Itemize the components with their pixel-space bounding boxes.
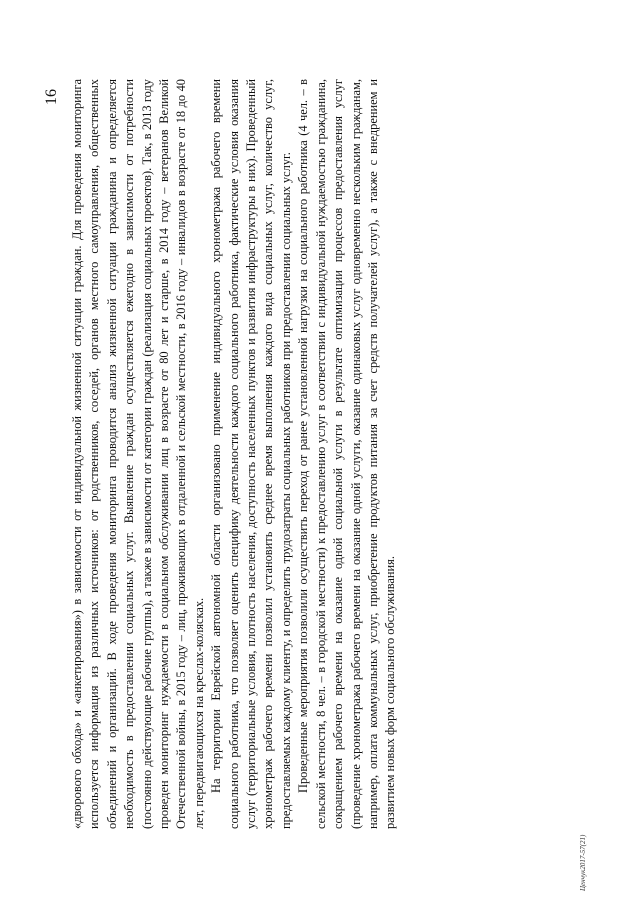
paragraph-3: Проведенные мероприятия позволили осуществить переход от ранее установленной нагрузки на социального работника (4 чел. – в сельской местности, 8 чел. – в городской местности) к предоставлению услуг в соответствии с индивидуальной нуждаемостью гражданина, сокращением рабочего времени на оказание одной социальной услуги в результате оптимизации процессов предоставления услуг (проведение хронометража рабочего времени на оказание одной услуги, оказание одинаковых услуг одновременно нескольким гражданам, например, оплата коммунальных услуг, приобретение продуктов питания за счет средств получателей услуг), а также с внедрением и развитием новых форм социального обслуживания.: [296, 79, 398, 829]
paragraph-2: На территории Еврейской автономной области организовано применение индивидуального хронометража рабочего времени социального работника, что позволяет оценить специфику деятельности каждого социального работника, фактические условия оказания услуг (территориальные условия, плотность населения, доступность населенных пунктов и развития инфраструктуры в них). Проведенный хронометраж рабочего времени позволил установить среднее время выполнения каждого вида социальных услуг, количество услуг, предоставляемых каждому клиенту, и определить трудозатраты социальных работников при предоставлении социальных услуг.: [209, 79, 293, 829]
page-number: 16: [43, 89, 60, 105]
document-body: [69, 79, 400, 829]
document-code: Ценчук2017-57(21): [579, 834, 587, 891]
paragraph-1: «дворового обхода» и «анкетирования») в зависимости от индивидуальной жизненной ситуации граждан. Для проведения мониторинга используется информация из различных источников: от родственников, соседей, органов местного самоуправления, общественных объединений и организаций. В ходе проведения мониторинга проводится анализ жизненной ситуации гражданина и определяется необходимость в предоставлении социальных услуг. Выявление граждан осуществляется ежегодно в зависимости от потребности (постоянно действующие рабочие группы), а также в зависимости от категории граждан (реализация социальных проектов). Так, в 2013 году проведен мониторинг нуждаемости в социальном обслуживании лиц в возрасте от 80 лет и старше, в 2014 году – ветеранов Великой Отечественной войны, в 2015 году – лиц, проживающих в отдаленной и сельской местности, в 2016 году – инвалидов в возрасте от 18 до 40 лет, передвигающихся на креслах-колясках.: [70, 79, 206, 829]
